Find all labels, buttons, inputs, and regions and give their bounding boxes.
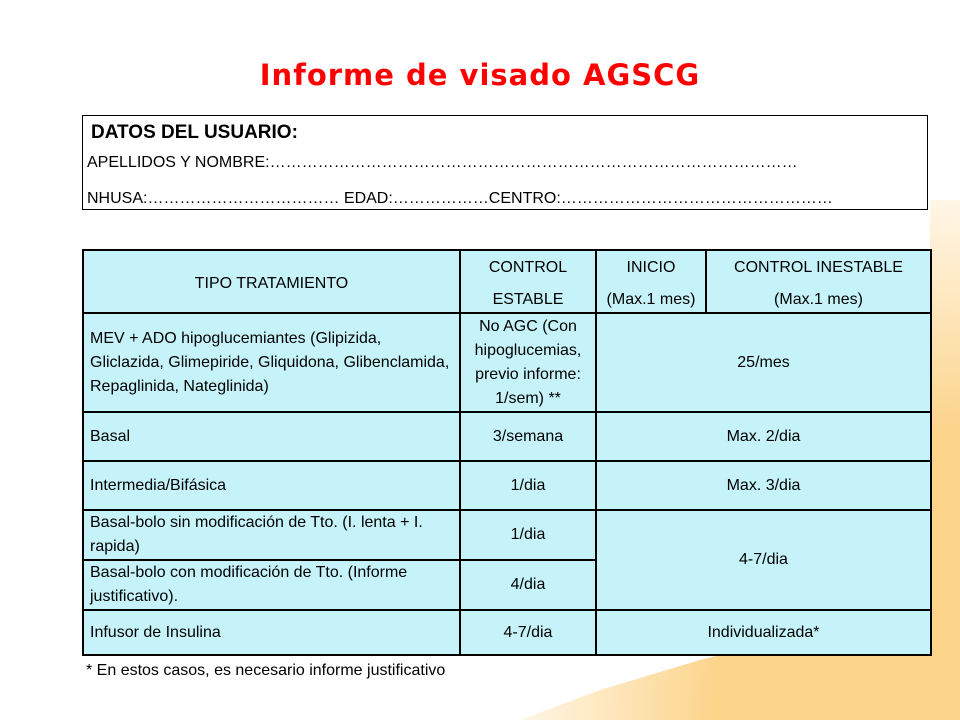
table-row: [83, 510, 931, 560]
page-title: Informe de visado AGSCG: [259, 58, 701, 92]
row-tipo: Basal: [83, 412, 460, 461]
row-inicio-inestable: 25/mes: [596, 313, 931, 412]
row-tipo: Basal-bolo sin modificación de Tto. (I. lenta + I. rapida): [83, 510, 460, 560]
header-inicio: INICIO (Max.1 mes): [596, 250, 706, 313]
nhusa-age-center-line: NHUSA:……………………………… EDAD:………………CENTRO:……………………………………………: [87, 190, 833, 207]
name-field-line: APELLIDOS Y NOMBRE:………………………………………………………………………………………: [87, 154, 798, 171]
row-tipo: MEV + ADO hipoglucemiantes (Glipizida, Gliclazida, Glimepiride, Gliquidona, Glibenclamida, Repaglinida, Nateglinida): [83, 313, 460, 412]
row-estable: No AGC (Con hipoglucemias, previo informe: 1/sem) **: [460, 313, 596, 412]
table-row: [83, 412, 931, 461]
header-control-estable: CONTROL ESTABLE: [460, 250, 596, 313]
row-tipo: Infusor de Insulina: [83, 610, 460, 655]
row-inicio-inestable: Individualizada*: [596, 610, 931, 655]
header-tipo: TIPO TRATAMIENTO: [83, 250, 460, 313]
table-header-row: [83, 250, 931, 313]
treatment-table: [82, 249, 932, 656]
row-tipo: Intermedia/Bifásica: [83, 461, 460, 510]
user-data-heading: DATOS DEL USUARIO:: [91, 122, 298, 143]
row-estable: 1/dia: [460, 461, 596, 510]
table-row: [83, 610, 931, 655]
row-estable: 4/dia: [460, 560, 596, 610]
row-estable: 1/dia: [460, 510, 596, 560]
user-data-box: [82, 115, 928, 210]
row-inicio-inestable: Max. 3/dia: [596, 461, 931, 510]
row-inicio-inestable: Max. 2/dia: [596, 412, 931, 461]
table-row: [83, 461, 931, 510]
header-control-inestable: CONTROL INESTABLE (Max.1 mes): [706, 250, 931, 313]
row-inicio-inestable: 4-7/dia: [596, 510, 931, 610]
row-estable: 4-7/dia: [460, 610, 596, 655]
row-estable: 3/semana: [460, 412, 596, 461]
footnote: * En estos casos, es necesario informe justificativo: [86, 662, 446, 679]
row-tipo: Basal-bolo con modificación de Tto. (Informe justificativo).: [83, 560, 460, 610]
table-row: [83, 313, 931, 412]
